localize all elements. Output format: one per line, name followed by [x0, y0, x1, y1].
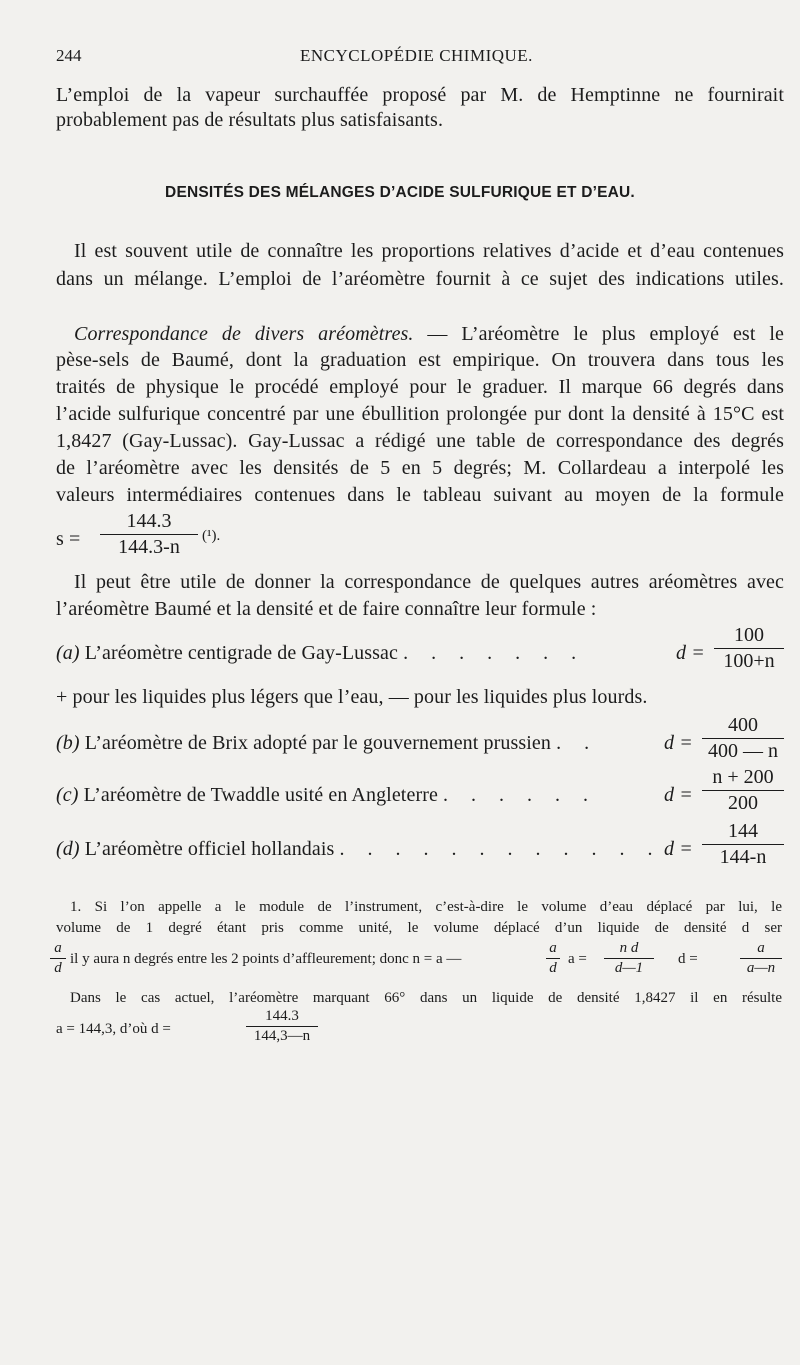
- footnote-line-1: 1. Si l’on appelle a le module de l’instrument, c’est-à-dire le volume d’eau déplacé par lui, le: [70, 899, 782, 915]
- footnote-line-2: volume de 1 degré étant pris comme unité, le volume déplacé d’un liquide de densité d ser: [56, 920, 782, 936]
- paragraph3-line-1: Il peut être utile de donner la correspondance de quelques autres aréomètres avec: [74, 571, 784, 593]
- hydrometer-d-line: [56, 838, 662, 861]
- section-title: DENSITÉS DES MÉLANGES D’ACIDE SULFURIQUE ET D’EAU.: [165, 184, 635, 201]
- hydrometer-c-numerator: n + 200: [712, 766, 774, 788]
- hydrometer-a-line: [56, 642, 585, 665]
- hydrometer-a-numerator: 100: [734, 624, 764, 646]
- intro-line-2: probablement pas de résultats plus satisfaisants.: [56, 109, 444, 131]
- hydrometer-b-line: [56, 732, 598, 755]
- hydrometer-c-letter: (c): [56, 784, 79, 806]
- formula-main-numerator: 144.3: [126, 510, 172, 532]
- footnote-fraction-a-over-d: a d: [50, 940, 66, 977]
- paragraph3-line-2: l’aréomètre Baumé et la densité et de faire connaître leur formule :: [56, 598, 597, 620]
- hydrometer-a-text: L’aréomètre centigrade de Gay-Lussac: [84, 642, 398, 664]
- formula-main-lhs: s =: [56, 528, 81, 550]
- hydrometer-b-lhs: d =: [664, 732, 693, 754]
- paragraph2-line-4: l’acide sulfurique concentré par une ébullition prolongée pur dont la densité à 15°C est: [56, 403, 784, 425]
- hydrometer-d-letter: (d): [56, 838, 80, 860]
- hydrometer-a-letter: (a): [56, 642, 80, 664]
- hydrometer-b-letter: (b): [56, 732, 80, 754]
- hydrometer-a-fraction: [714, 624, 784, 673]
- footnote-final-fraction: 144.3 144,3—n: [246, 1008, 318, 1045]
- hydrometer-d-numerator: 144: [728, 820, 758, 842]
- intro-line-1: L’emploi de la vapeur surchauffée proposé par M. de Hemptinne ne fournirait: [56, 84, 784, 106]
- hydrometer-b-fraction: [702, 714, 784, 763]
- hydrometer-b-dots: . .: [556, 732, 599, 754]
- fraction-bar: [100, 534, 198, 535]
- hydrometer-d-denominator: 144-n: [719, 846, 767, 868]
- footnote-fraction-a-over-a-n: a a—n: [740, 940, 782, 977]
- paragraph2-line-6: de l’aréomètre avec les densités de 5 en 5 degrés; M. Collardeau a interpolé les: [56, 457, 784, 479]
- sign-note: + pour les liquides plus légers que l’eau, — pour les liquides plus lourds.: [56, 686, 648, 708]
- hydrometer-d-fraction: [702, 820, 784, 869]
- paragraph2-line-7: valeurs intermédiaires contenues dans le tableau suivant au moyen de la formule: [56, 484, 784, 506]
- hydrometer-b-denominator: 400 — n: [708, 740, 778, 762]
- hydrometer-c-dots: . . . . . .: [443, 784, 598, 806]
- hydrometer-a-dots: . . . . . . .: [403, 642, 586, 664]
- paragraph2-line-3: traités de physique le procédé employé pour le graduer. Il marque 66 degrés dans: [56, 376, 784, 398]
- formula-main-footnote-ref: (¹).: [202, 528, 221, 544]
- footnote-line-4: Dans le cas actuel, l’aréomètre marquant 66° dans un liquide de densité 1,8427 il en résulte: [70, 990, 782, 1006]
- paragraph2-line-5: 1,8427 (Gay-Lussac). Gay-Lussac a rédigé une table de correspondance des degrés: [56, 430, 784, 452]
- footnote-line-3-text: il y aura n degrés entre les 2 points d’affleurement; donc n = a —: [70, 951, 462, 967]
- footnote-fraction-a-over-d-2: a d: [546, 940, 560, 977]
- footnote-eq-a: a =: [568, 951, 587, 967]
- fraction-bar: [714, 648, 784, 649]
- hydrometer-d-dots: . . . . . . . . . . . .: [339, 838, 662, 860]
- hydrometer-b-numerator: 400: [728, 714, 758, 736]
- paragraph1-line-2: dans un mélange. L’emploi de l’aréomètre fournit à ce sujet des indications utiles.: [56, 268, 784, 290]
- paragraph2-line-2: pèse-sels de Baumé, dont la graduation est empirique. On trouvera dans tous les: [56, 349, 784, 371]
- fraction-bar: [702, 738, 784, 739]
- hydrometer-c-denominator: 200: [728, 792, 758, 814]
- hydrometer-d-lhs: d =: [664, 838, 693, 860]
- footnote-line-5-text: a = 144,3, d’où d =: [56, 1021, 171, 1037]
- hydrometer-c-text: L’aréomètre de Twaddle usité en Angleterre: [83, 784, 438, 806]
- running-title: ENCYCLOPÉDIE CHIMIQUE.: [300, 46, 533, 65]
- paragraph2-subtitle: Correspondance de divers aréomètres.: [74, 323, 414, 345]
- hydrometer-a-lhs: d =: [676, 642, 705, 664]
- hydrometer-d-text: L’aréomètre officiel hollandais: [84, 838, 335, 860]
- formula-main-denominator: 144.3-n: [118, 536, 180, 558]
- footnote-fraction-nd: n d d—1: [604, 940, 654, 977]
- page-number: 244: [56, 46, 82, 65]
- footnote-eq-d: d =: [678, 951, 698, 967]
- paragraph2-line-1: [74, 323, 784, 346]
- hydrometer-c-lhs: d =: [664, 784, 693, 806]
- hydrometer-c-fraction: [702, 766, 784, 815]
- paragraph1-line-1: Il est souvent utile de connaître les proportions relatives d’acide et d’eau contenues: [74, 240, 784, 262]
- hydrometer-b-text: L’aréomètre de Brix adopté par le gouvernement prussien: [84, 732, 551, 754]
- paragraph2-line-1-rest: — L’aréomètre le plus employé est le: [413, 323, 784, 345]
- hydrometer-c-line: [56, 784, 597, 807]
- fraction-bar: [702, 790, 784, 791]
- hydrometer-a-denominator: 100+n: [723, 650, 775, 672]
- fraction-bar: [702, 844, 784, 845]
- formula-main-fraction: [100, 510, 198, 559]
